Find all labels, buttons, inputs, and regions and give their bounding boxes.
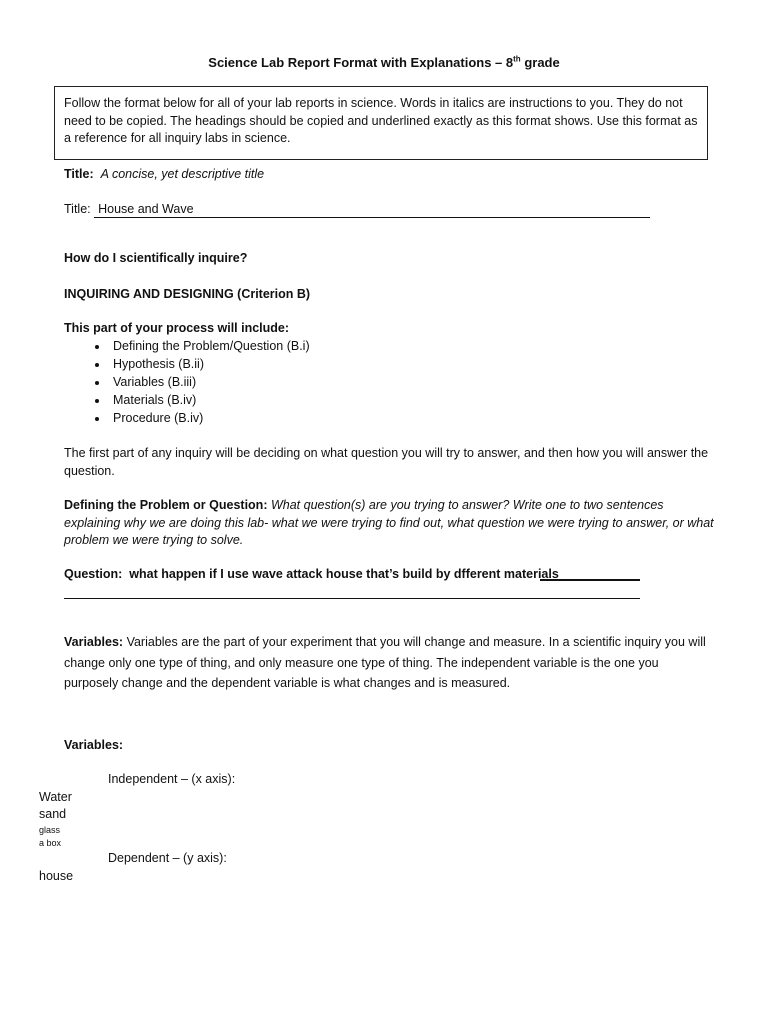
independent-value[interactable]: sand (39, 807, 67, 821)
variables-heading: Variables: (64, 738, 124, 752)
process-list (64, 337, 310, 427)
title-instruction-label: Title: (64, 167, 94, 181)
independent-value[interactable]: Water (39, 790, 72, 804)
problem-text: What question(s) are you trying to answer? Write one to two sentences explaining why we are doing this lab- what we were trying to find out, what question we were trying to answer, or what problem we were trying to solve. (64, 498, 714, 547)
includes-heading: This part of your process will include: (64, 321, 290, 335)
problem-paragraph (64, 497, 714, 550)
problem-label: Defining the Problem or Question: (64, 498, 268, 512)
list-item: • Variables (B.iii) (109, 373, 310, 391)
document-title: Science Lab Report Format with Explanations – 8th grade (208, 54, 560, 70)
list-item: • Defining the Problem/Question (B.i) (109, 337, 310, 355)
variables-info-label: Variables: (64, 635, 124, 649)
inquiry-heading: How do I scientifically inquire? (64, 251, 248, 265)
variables-paragraph (64, 632, 714, 694)
title-instruction-text: A concise, yet descriptive title (100, 167, 265, 181)
list-item: • Materials (B.iv) (109, 391, 310, 409)
title-field (64, 202, 650, 218)
title-instruction (64, 167, 264, 181)
question-label: Question: (64, 567, 123, 581)
question-value[interactable]: what happen if I use wave attack house that’s build by dfferent materials (129, 567, 559, 581)
instructions-text: Follow the format below for all of your lab reports in science. Words in italics are instructions to you. They do not need to be copied. The headings should be copied and underlined exactly as this format shows. Use this format as a reference for all inquiry labs in science. (64, 96, 698, 145)
list-item: • Procedure (B.iv) (109, 409, 310, 427)
question-line (64, 567, 559, 581)
instructions-box (54, 86, 708, 160)
question-second-line[interactable] (64, 598, 640, 599)
list-item: • Hypothesis (B.ii) (109, 355, 310, 373)
dependent-value[interactable]: house (39, 869, 74, 883)
variables-info-text: Variables are the part of your experiment that you will change and measure. In a scientific inquiry you will change only one type of thing, and only measure one type of thing. The independent variable is the one you purposely change and the dependent variable is what changes and is measured. (64, 635, 706, 690)
title-field-value[interactable]: House and Wave (94, 202, 650, 218)
independent-value[interactable]: glass (39, 825, 61, 835)
inquiry-intro: The first part of any inquiry will be deciding on what question you will try to answer, and then how you will answer the question. (64, 446, 709, 478)
independent-label: Independent – (x axis): (108, 772, 236, 786)
dependent-label: Dependent – (y axis): (108, 851, 227, 865)
independent-value[interactable]: a box (39, 838, 62, 848)
criterion-heading: INQUIRING AND DESIGNING (Criterion B) (64, 287, 311, 301)
question-underline (540, 579, 640, 581)
title-field-label: Title: (64, 202, 91, 216)
title-superscript: th (513, 54, 521, 64)
